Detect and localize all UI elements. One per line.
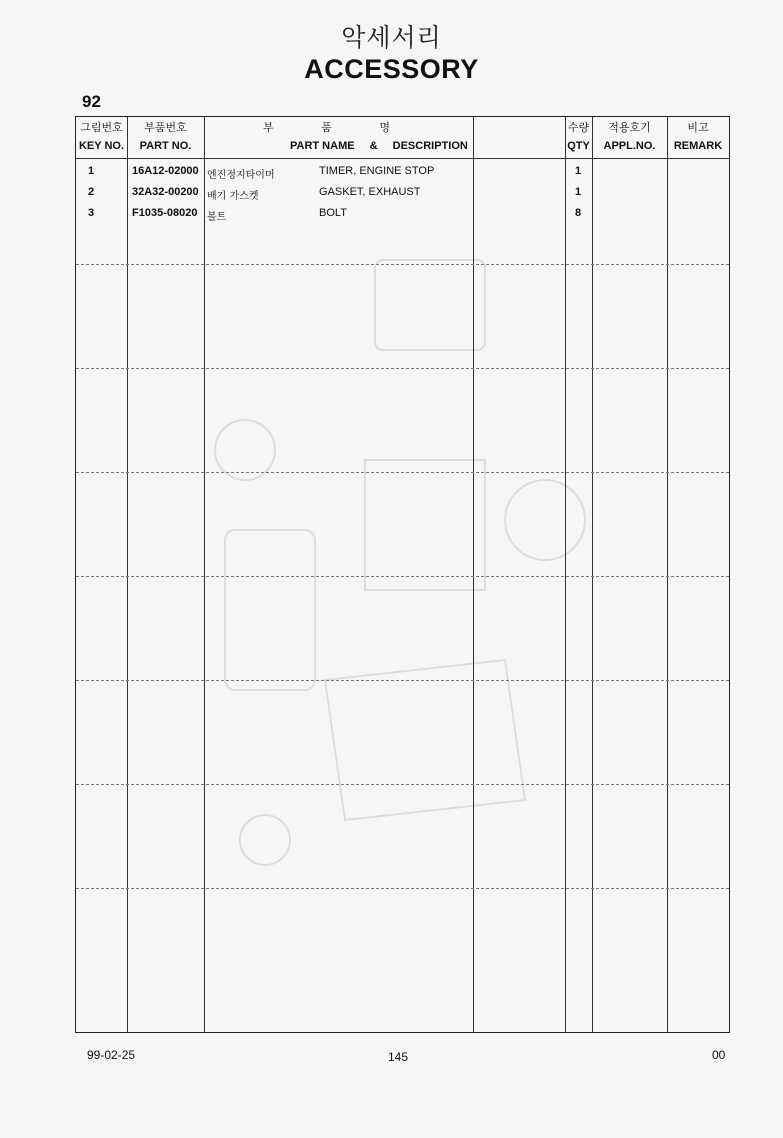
header-remark-kr: 비고: [687, 121, 709, 134]
footer-revision: 00: [712, 1048, 726, 1062]
header-desc-en: PART NAME & DESCRIPTION: [290, 140, 468, 152]
header-divider: [76, 158, 729, 159]
header-part-no: [127, 121, 204, 153]
header-remark: [667, 121, 729, 153]
row-separator: [76, 472, 729, 473]
row-qty: 1: [575, 186, 582, 198]
row-name-en: BOLT: [319, 207, 347, 219]
header-key-en: KEY NO.: [78, 140, 125, 152]
row-qty: 1: [575, 165, 582, 177]
row-key: 2: [88, 186, 95, 198]
section-number: 92: [82, 92, 101, 111]
col-divider: [565, 117, 566, 1032]
row-separator: [76, 888, 729, 889]
row-separator: [76, 784, 729, 785]
row-name-kr: 볼트: [207, 212, 227, 223]
row-name-en: GASKET, EXHAUST: [319, 186, 421, 198]
header-qty: [565, 121, 592, 153]
row-name-en: TIMER, ENGINE STOP: [319, 165, 435, 177]
header-qty-en: QTY: [567, 140, 590, 152]
row-key: 3: [88, 207, 95, 219]
header-qty-kr: 수량: [567, 121, 590, 134]
header-appl-kr: 적용호기: [608, 121, 651, 134]
col-divider: [473, 117, 474, 1032]
header-part-en: PART NO.: [139, 140, 192, 152]
footer-page-number: 145: [388, 1050, 409, 1064]
row-part-no: 16A12-02000: [132, 165, 199, 177]
row-qty: 8: [575, 207, 582, 219]
col-divider: [204, 117, 205, 1032]
title-korean: 악세서리: [341, 23, 442, 52]
row-part-no: F1035-08020: [132, 207, 198, 219]
header-part-kr: 부품번호: [144, 121, 187, 134]
row-separator: [76, 368, 729, 369]
row-separator: [76, 680, 729, 681]
header-key-kr: 그림번호: [80, 121, 123, 134]
col-divider: [127, 117, 128, 1032]
col-divider: [667, 117, 668, 1032]
title-english: ACCESSORY: [304, 54, 479, 84]
header-key-no: [76, 121, 127, 153]
row-key: 1: [88, 165, 95, 177]
row-separator: [76, 264, 729, 265]
header-remark-en: REMARK: [673, 140, 723, 152]
row-part-no: 32A32-00200: [132, 186, 199, 198]
row-name-kr: 배기 가스켓: [207, 191, 259, 202]
parts-table: [75, 116, 730, 1033]
header-appl-en: APPL.NO.: [603, 140, 656, 152]
footer-date: 99-02-25: [87, 1048, 136, 1062]
header-description: [204, 121, 473, 153]
row-separator: [76, 576, 729, 577]
header-desc-kr: 부 품 명: [263, 121, 390, 134]
header-appl-no: [592, 121, 667, 153]
row-name-kr: 엔진정지타이머: [207, 170, 275, 181]
col-divider: [592, 117, 593, 1032]
